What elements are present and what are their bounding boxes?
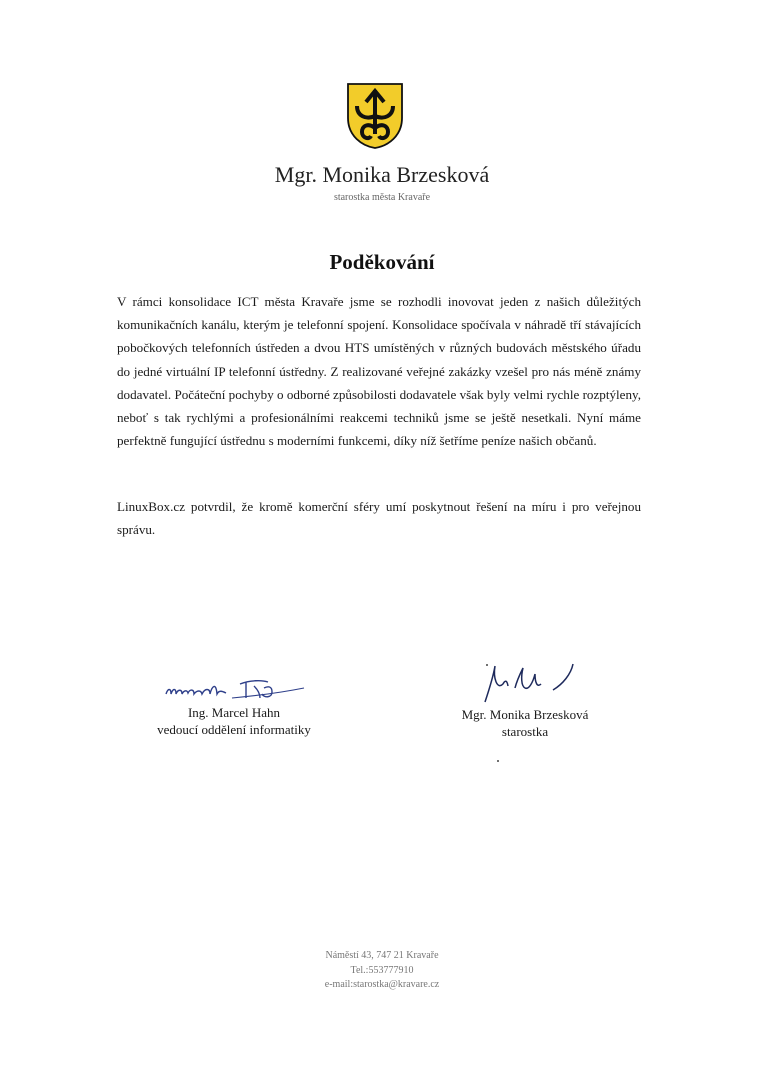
scan-speck [497, 760, 499, 762]
signatory-name: Ing. Marcel Hahn [187, 705, 281, 720]
handwritten-signature-hahn [154, 676, 314, 704]
handwritten-signature-brzeskova [445, 660, 605, 706]
footer-contact [0, 949, 764, 993]
sender-role: starostka města Kravaře [333, 192, 431, 203]
letter-paragraph-1: V rámci konsolidace ICT města Kravaře jsme se rozhodli inovovat jeden z našich důležitých komunikačních kanálu, kterým je telefonní spojení. Konsolidace spočívala v náhradě tří stávajících pobočkových telefonních ústředen a dvou HTS umístěných v různých budovách městského úřadu do jedné virtuální IP telefonní ústředny. Z realizované veřejné zakázky vzešel pro nás méně známy dodavatel. Počáteční pochyby o odborné způsobilosti dodavatele však byly velmi rychle rozptýleny, neboť s tak rychlými a profesionálními reakcemi techniků jsme se ještě nesetkali. Nyní máme perfektně fungující ústřednu s moderními funkcemi, díky níž šetříme peníze našich občanů. [117, 294, 641, 449]
footer-email: e-mail:starostka@kravare.cz [324, 979, 440, 990]
signature-block-left [140, 676, 328, 738]
coat-of-arms-icon [346, 82, 404, 150]
signatory-title: vedoucí oddělení informatiky [157, 722, 311, 737]
signature-block-right [445, 660, 605, 740]
signatory-title: starostka [501, 724, 549, 739]
scan-speck [486, 664, 488, 666]
letter-title: Poděkování [329, 250, 435, 274]
footer-address: Náměstí 43, 747 21 Kravaře [325, 950, 439, 961]
footer-phone: Tel.:553777910 [350, 964, 414, 976]
signatory-name: Mgr. Monika Brzesková [461, 707, 589, 722]
sender-name: Mgr. Monika Brzesková [274, 162, 490, 187]
letter-paragraph-2: LinuxBox.cz potvrdil, že kromě komerční sféry umí poskytnout řešení na míru i pro veřejnou správu. [117, 499, 641, 538]
